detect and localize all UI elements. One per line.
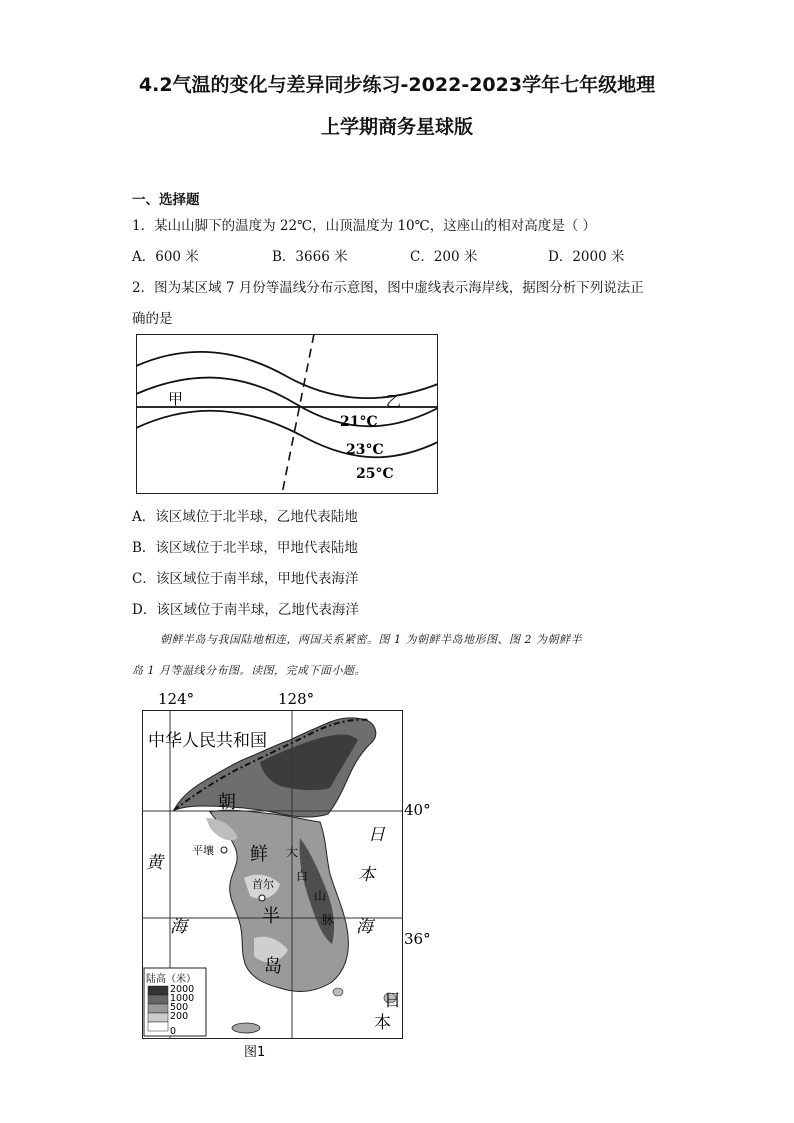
q1-option-a: A．600 米 xyxy=(132,249,199,265)
q2-option-d: D．该区域位于南半球，乙地代表海洋 xyxy=(132,602,359,618)
island-jeju xyxy=(232,1023,260,1033)
label-peninsula-3: 半 xyxy=(262,906,280,927)
label-peninsula-4: 岛 xyxy=(264,956,282,977)
korea-terrain-map xyxy=(140,688,440,1060)
place-jia: 甲 xyxy=(168,390,184,408)
label-sea-japan-2: 本 xyxy=(358,865,375,885)
map-caption: 图1 xyxy=(244,1045,266,1060)
q2-stem-line2: 确的是 xyxy=(132,311,173,327)
label-pyongyang: 平壤 xyxy=(192,844,214,857)
label-japan-2: 本 xyxy=(374,1013,391,1033)
label-peninsula-2: 鲜 xyxy=(250,844,268,865)
q1-option-b: B．3666 米 xyxy=(272,249,348,265)
q2-option-a: A．该区域位于北半球，乙地代表陆地 xyxy=(132,509,358,525)
lat-label-40: 40° xyxy=(404,801,431,819)
legend-value-200: 200 xyxy=(170,1011,189,1022)
city-dot-seoul xyxy=(259,895,265,901)
isotherm-figure xyxy=(136,334,438,494)
isotherm-label-23: 23°C xyxy=(346,442,384,458)
label-yellow-sea-1: 黄 xyxy=(146,853,163,873)
label-mountain-4: 脉 xyxy=(322,913,335,927)
lon-label-128: 128° xyxy=(278,690,315,708)
label-sea-japan-3: 海 xyxy=(356,917,373,937)
label-seoul: 首尔 xyxy=(252,878,274,891)
lon-label-124: 124° xyxy=(158,690,195,708)
label-china: 中华人民共和国 xyxy=(148,731,267,751)
isotherm-label-25: 25°C xyxy=(356,466,394,482)
document-title-line2: 上学期商务星球版 xyxy=(320,116,473,138)
legend-title: 陆高（米） xyxy=(146,974,196,985)
label-mountain-1: 大 xyxy=(286,845,299,859)
label-mountain-2: 白 xyxy=(296,869,309,883)
island-1 xyxy=(333,988,343,996)
q1-stem: 1．某山山脚下的温度为 22℃，山顶温度为 10℃，这座山的相对高度是（ ） xyxy=(132,218,597,234)
q2-option-b: B．该区域位于北半球，甲地代表陆地 xyxy=(132,540,358,556)
legend-value-0: 0 xyxy=(170,1026,177,1037)
lat-label-36: 36° xyxy=(404,930,431,948)
label-yellow-sea-2: 海 xyxy=(170,917,187,937)
q1-option-c: C．200 米 xyxy=(410,249,478,265)
label-japan-1: 日 xyxy=(384,991,401,1011)
legend-value-500: 500 xyxy=(170,1002,189,1013)
passage-line2: 岛 1 月等温线分布图。读图，完成下面小题。 xyxy=(132,664,366,677)
passage-line1: 朝鲜半岛与我国陆地相连，两国关系紧密。图 1 为朝鲜半岛地形图、图 2 为朝鲜半 xyxy=(160,633,582,646)
legend-value-2000: 2000 xyxy=(170,984,195,995)
label-sea-japan-1: 日 xyxy=(368,825,385,845)
label-peninsula-1: 朝 xyxy=(218,792,236,813)
q1-option-d: D．2000 米 xyxy=(548,249,625,265)
city-dot-pyongyang xyxy=(221,847,227,853)
legend-value-1000: 1000 xyxy=(170,993,195,1004)
label-mountain-3: 山 xyxy=(314,889,327,903)
q2-option-c: C．该区域位于南半球，甲地代表海洋 xyxy=(132,571,359,587)
document-title-line1: 4.2气温的变化与差异同步练习-2022-2023学年七年级地理 xyxy=(138,74,656,96)
section-heading: 一、选择题 xyxy=(132,192,200,208)
place-yi: 乙 xyxy=(386,392,402,410)
isotherm-label-21: 21°C xyxy=(340,414,378,430)
q2-stem-line1: 2．图为某区域 7 月份等温线分布示意图，图中虚线表示海岸线，据图分析下列说法正 xyxy=(132,280,644,296)
